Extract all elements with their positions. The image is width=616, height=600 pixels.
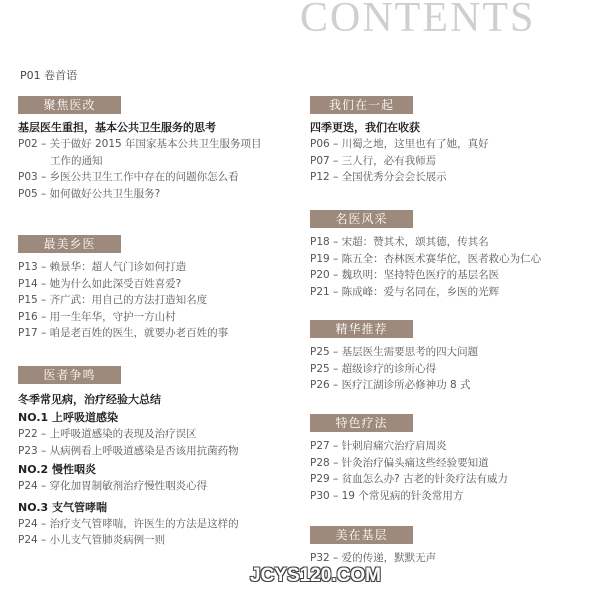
- contents-title: CONTENTS: [300, 0, 536, 41]
- toc-entry[interactable]: P29 – 贫血怎么办? 古老的针灸疗法有威力: [310, 473, 509, 485]
- topic-heading: NO.3 支气管哮喘: [18, 500, 107, 514]
- toc-entry[interactable]: P02 – 关于做好 2015 年国家基本公共卫生服务项目: [18, 138, 262, 150]
- toc-entry[interactable]: P25 – 超级诊疗的诊所心得: [310, 362, 437, 375]
- preface-entry[interactable]: P01 卷首语: [20, 69, 78, 82]
- toc-entry[interactable]: P07 – 三人行，必有我师焉: [310, 154, 437, 167]
- toc-entry[interactable]: P24 – 治疗支气管哮喘，许医生的方法是这样的: [18, 517, 239, 530]
- section-subheading: 四季更迭，我们在收获: [310, 121, 420, 134]
- section-header: 特色疗法: [310, 414, 413, 432]
- toc-entry[interactable]: P17 – 咱是老百姓的医生，就要办老百姓的事: [18, 327, 229, 339]
- section-header: 精华推荐: [310, 320, 413, 338]
- section-header: 美在基层: [310, 526, 413, 544]
- section-header: 医者争鸣: [18, 366, 121, 384]
- toc-entry[interactable]: P26 – 医疗江湖诊所必修神功 8 式: [310, 379, 471, 391]
- topic-heading: NO.1 上呼吸道感染: [18, 411, 118, 424]
- toc-entry[interactable]: P03 – 乡医公共卫生工作中存在的问题你怎么看: [18, 171, 239, 183]
- section-best-doctors: [18, 233, 228, 342]
- section-famous-doctors: [310, 208, 541, 300]
- toc-entry[interactable]: P13 – 赖景华：超人气门诊如何打造: [18, 261, 187, 273]
- toc-entry[interactable]: P30 – 19 个常见病的针灸常用方: [310, 489, 464, 502]
- toc-entry[interactable]: P20 – 魏玖明：坚持特色医疗的基层名医: [310, 269, 500, 281]
- toc-entry[interactable]: P12 – 全国优秀分会会长展示: [310, 171, 447, 183]
- toc-entry[interactable]: P18 – 宋超：赞其术，颂其德，传其名: [310, 236, 489, 248]
- section-special-therapy: [310, 412, 508, 504]
- toc-entry[interactable]: P24 – 穿化加胃制敏剂治疗慢性咽炎心得: [18, 480, 208, 492]
- toc-entry[interactable]: P25 – 基层医生需要思考的四大问题: [310, 346, 479, 358]
- topic-heading: NO.2 慢性咽炎: [18, 463, 96, 476]
- toc-entry[interactable]: P05 – 如何做好公共卫生服务?: [18, 187, 161, 200]
- section-subheading: 基层医生重担，基本公共卫生服务的思考: [18, 121, 216, 134]
- toc-entry[interactable]: P16 – 用一生年华，守护一方山村: [18, 310, 176, 323]
- toc-entry[interactable]: P19 – 陈五全：杏林医术赛华佗，医者救心为仁心: [310, 252, 542, 265]
- toc-entry[interactable]: P27 – 针刺肩痛穴治疗肩周炎: [310, 440, 447, 452]
- section-together: [310, 94, 489, 186]
- section-debate: [18, 364, 239, 549]
- toc-entry[interactable]: P15 – 齐广武：用自己的方法打造知名度: [18, 294, 208, 306]
- toc-entry[interactable]: P24 – 小儿支气管肺炎病例一则: [18, 534, 166, 546]
- section-subheading: 冬季常见病，治疗经验大总结: [18, 393, 161, 406]
- toc-entry[interactable]: P14 – 她为什么如此深受百姓喜爱?: [18, 277, 182, 290]
- section-focus-reform: [18, 94, 262, 202]
- section-grassroots-beauty: [310, 524, 436, 567]
- section-header: 聚焦医改: [18, 96, 121, 114]
- section-header: 最美乡医: [18, 235, 121, 253]
- toc-entry[interactable]: P22 – 上呼吸道感染的表现及治疗误区: [18, 428, 197, 440]
- toc-entry[interactable]: P23 – 从病例看上呼吸道感染是否该用抗菌药物: [18, 444, 239, 457]
- section-recommendations: [310, 318, 478, 394]
- toc-entry[interactable]: P21 – 陈成峰：爱与名同在，乡医的光辉: [310, 285, 500, 298]
- toc-entry-continuation[interactable]: 工作的通知: [50, 154, 103, 167]
- toc-entry[interactable]: P06 – 川蜀之地，这里也有了她，真好: [310, 138, 489, 150]
- section-header: 我们在一起: [310, 96, 413, 114]
- toc-entry[interactable]: P32 – 爱的传递，默默无声: [310, 552, 437, 564]
- toc-entry[interactable]: P28 – 针灸治疗偏头痛这些经验要知道: [310, 456, 489, 469]
- site-watermark: JCYS120.COM: [250, 565, 381, 586]
- section-header: 名医风采: [310, 210, 413, 228]
